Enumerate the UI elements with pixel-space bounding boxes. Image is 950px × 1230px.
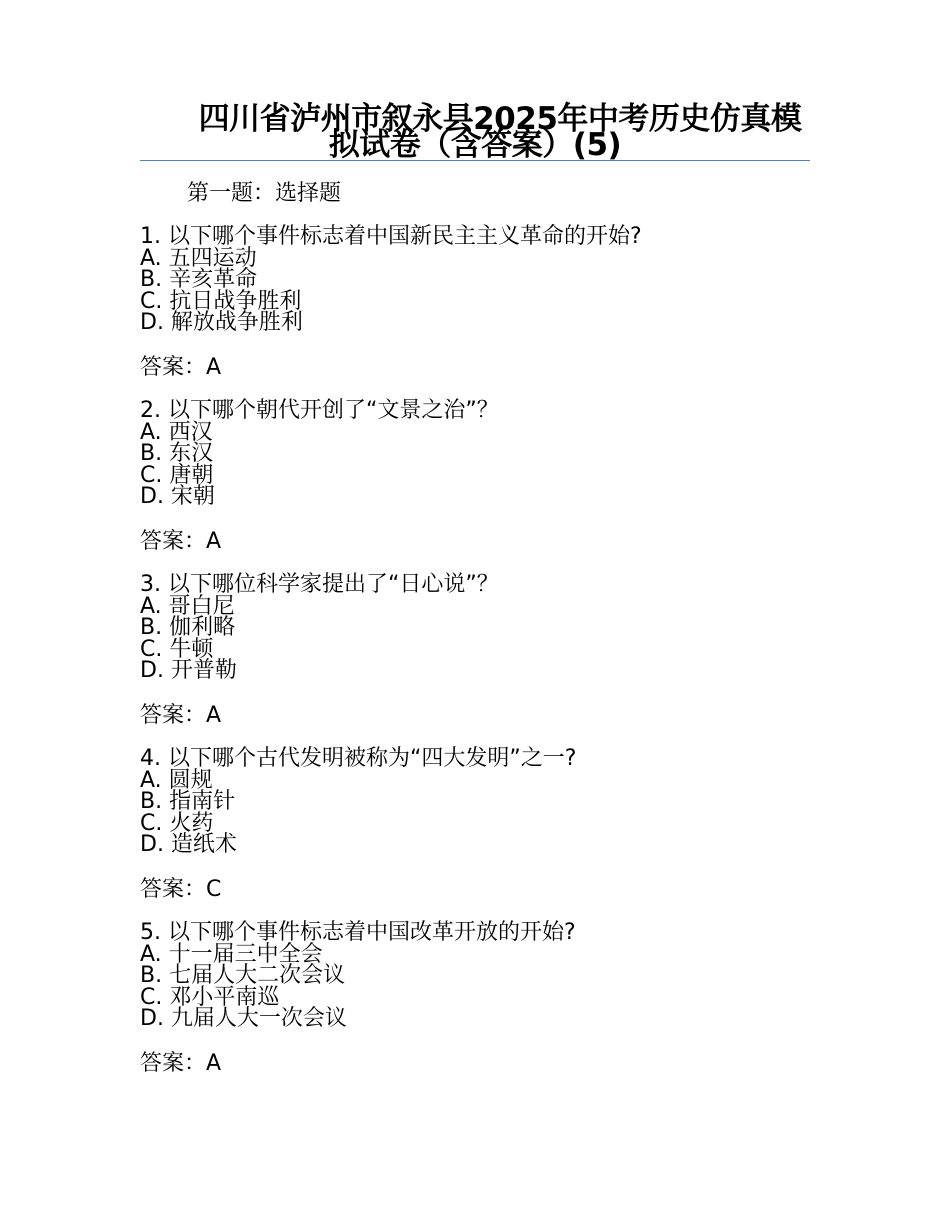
option-a: A. 哥白尼 — [140, 594, 235, 619]
option-a: A. 圆规 — [140, 768, 213, 793]
question-stem: 3. 以下哪位科学家提出了“日心说”？ — [140, 572, 499, 597]
option-d: D. 解放战争胜利 — [140, 309, 303, 335]
question-list — [140, 226, 820, 1096]
option-c: C. 火药 — [140, 810, 214, 836]
option-b: B. 东汉 — [140, 441, 214, 467]
option-d: D. 九届人大一次会议 — [140, 1005, 347, 1031]
question-2 — [140, 400, 820, 574]
answer-line: 答案：A — [140, 355, 222, 380]
answer-line: 答案：C — [140, 877, 222, 902]
document-title: 四川省泸州市叙永县2025年中考历史仿真模拟试卷（含答案）(5) — [198, 101, 802, 163]
answer-line: 答案：A — [140, 703, 222, 728]
option-c: C. 邓小平南巡 — [140, 984, 280, 1010]
question-5 — [140, 922, 820, 1096]
question-1 — [140, 226, 820, 400]
question-3 — [140, 574, 820, 748]
option-d: D. 开普勒 — [140, 657, 237, 683]
question-4 — [140, 748, 820, 922]
option-c: C. 牛顿 — [140, 636, 214, 662]
option-a: A. 十一届三中全会 — [140, 942, 323, 967]
option-c: C. 唐朝 — [140, 462, 214, 488]
option-b: B. 伽利略 — [140, 615, 236, 641]
option-b: B. 指南针 — [140, 789, 236, 815]
answer-line: 答案：A — [140, 1051, 222, 1076]
option-a: A. 五四运动 — [140, 246, 257, 271]
answer-line: 答案：A — [140, 529, 222, 554]
option-d: D. 宋朝 — [140, 483, 215, 509]
question-stem: 5. 以下哪个事件标志着中国改革开放的开始? — [140, 920, 576, 945]
question-stem: 2. 以下哪个朝代开创了“文景之治”？ — [140, 398, 499, 423]
option-a: A. 西汉 — [140, 420, 213, 445]
option-b: B. 七届人大二次会议 — [140, 963, 346, 989]
title-underline — [140, 160, 810, 161]
option-b: B. 辛亥革命 — [140, 267, 258, 293]
option-c: C. 抗日战争胜利 — [140, 288, 302, 314]
question-stem: 1. 以下哪个事件标志着中国新民主主义革命的开始? — [140, 224, 642, 249]
section-heading: 第一题：选择题 — [187, 181, 342, 206]
question-stem: 4. 以下哪个古代发明被称为“四大发明”之一? — [140, 746, 577, 771]
option-d: D. 造纸术 — [140, 831, 237, 857]
